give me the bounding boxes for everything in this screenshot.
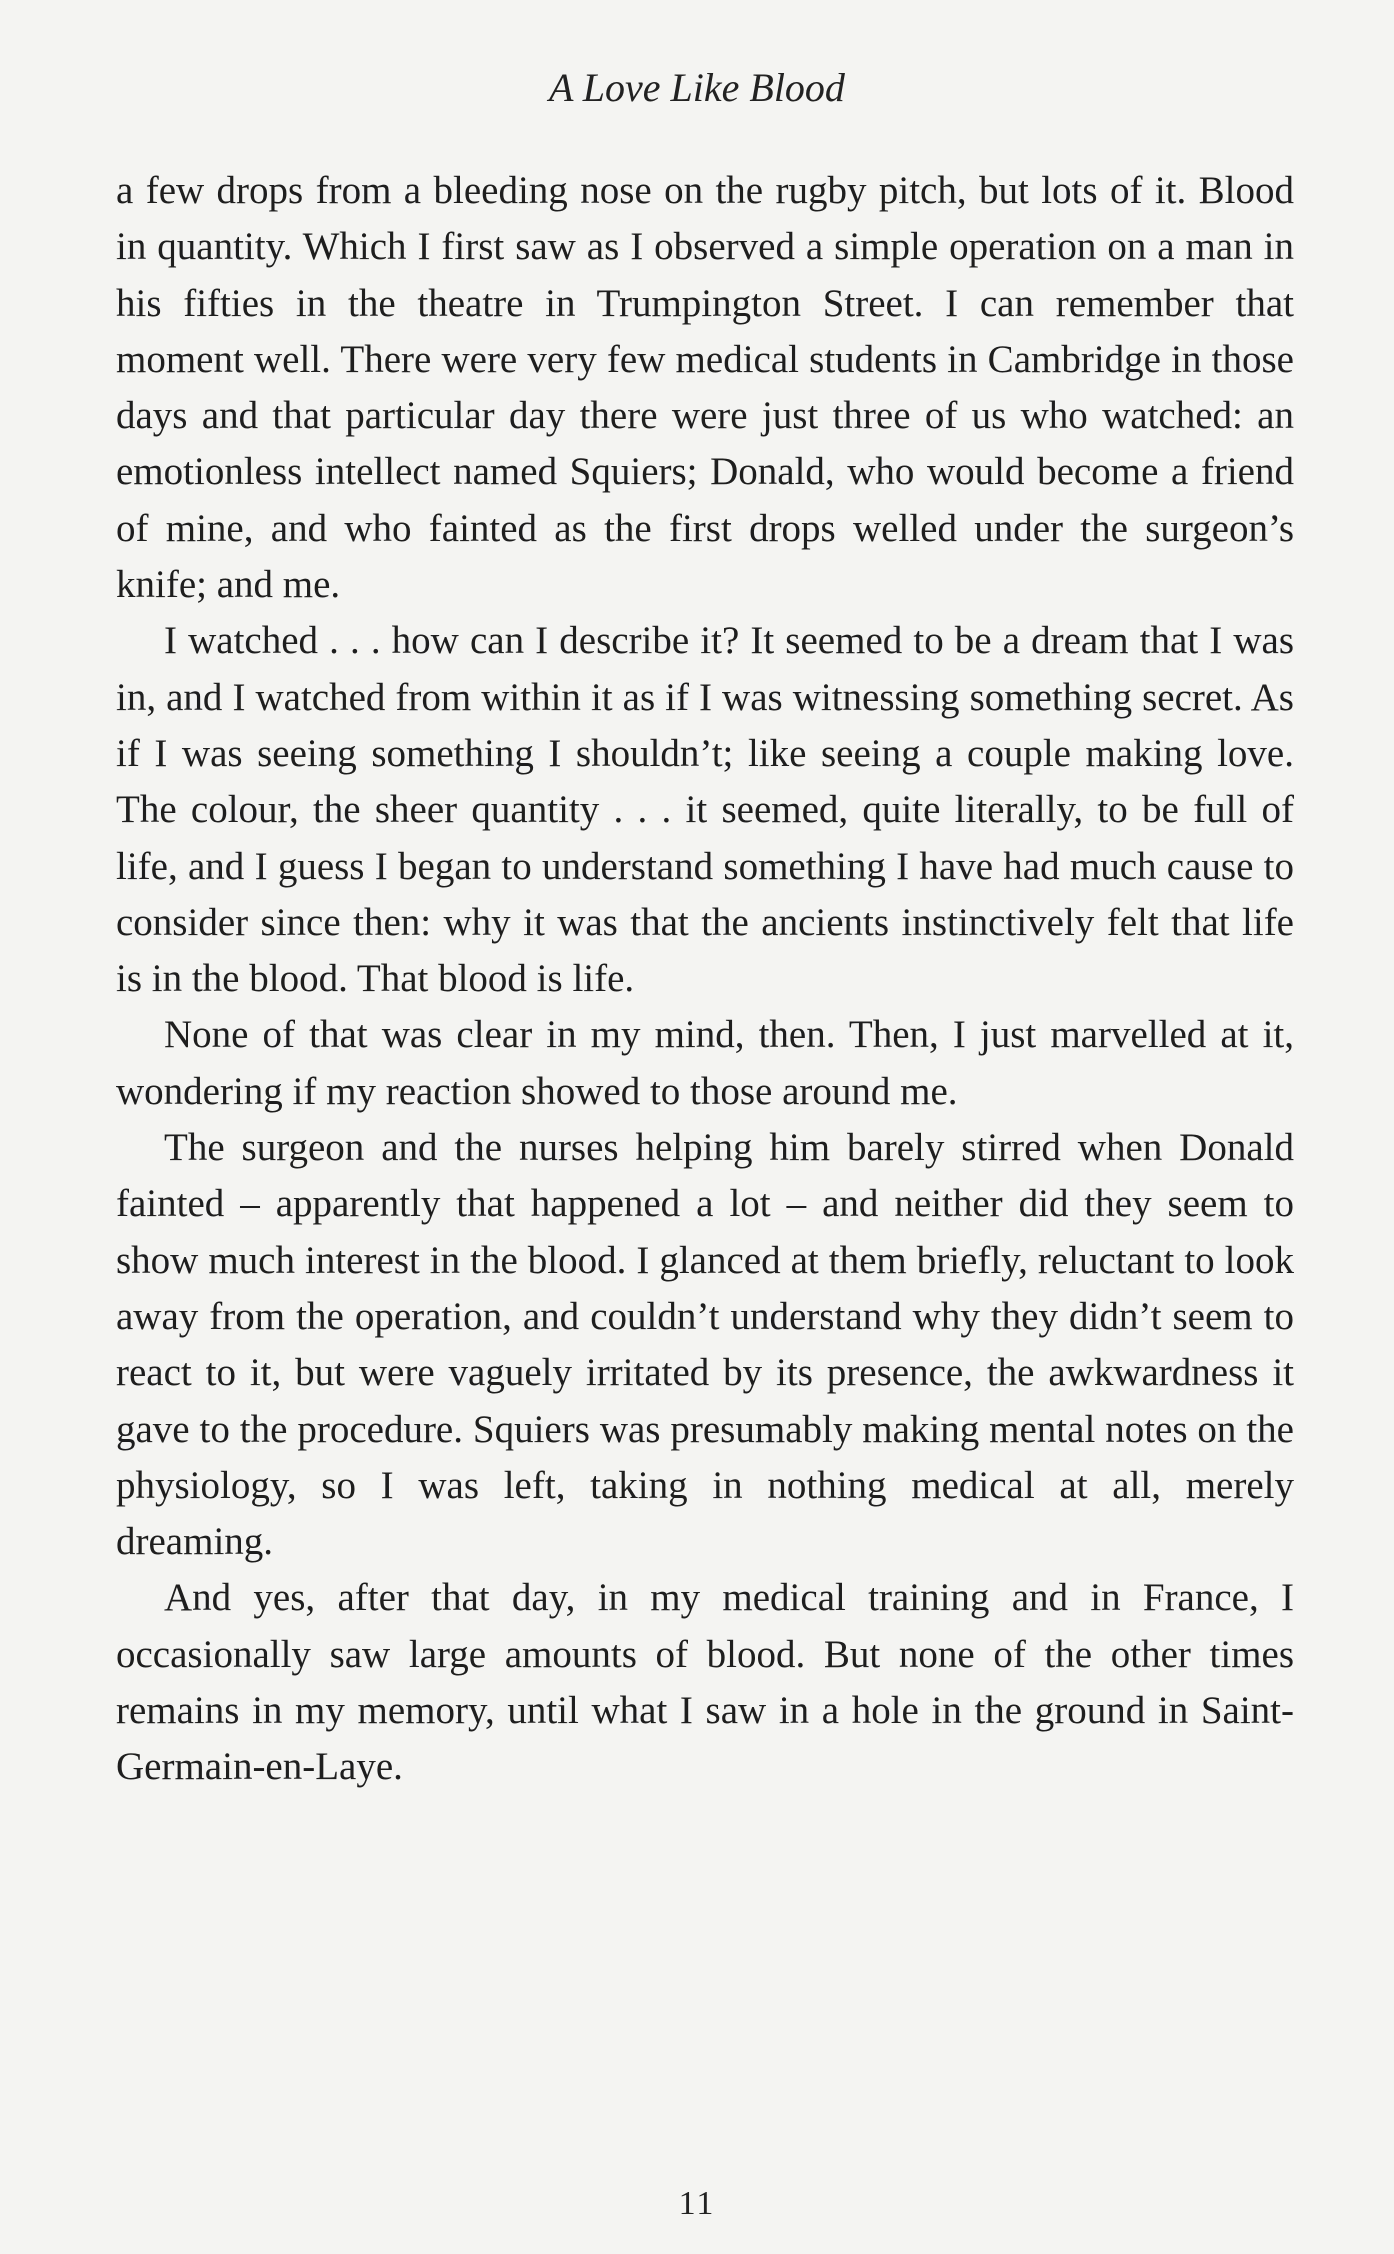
paragraph-1: a few drops from a bleeding nose on the rugby pitch, but lots of it. Blood in quantity. Which I first saw as I observed a simple operation on a man in his fifties in the theatre in Trumpington Street. I can remember that moment well. There were very few medical students in Cambridge in those days and that particular day there were just three of us who watched: an emotionless intellect named Squiers; Donald, who would become a friend of mine, and who fainted as the first drops welled under the surgeon’s knife; and me. — [116, 169, 1294, 607]
body-text — [116, 163, 1294, 1796]
paragraph-4: The surgeon and the nurses helping him barely stirred when Donald fainted – apparently that happened a lot – and neither did they seem to show much interest in the blood. I glanced at them briefly, reluctant to look away from the operation, and couldn’t understand why they didn’t seem to react to it, but were vaguely irritated by its presence, the awkwardness it gave to the procedure. Squiers was presumably making mental notes on the physiology, so I was left, taking in nothing medical at all, merely dreaming. — [116, 1126, 1294, 1564]
paragraph-5: And yes, after that day, in my medical training and in France, I occasionally saw large amounts of blood. But none of the other times remains in my memory, until what I saw in a hole in the ground in Saint-Germain-en-Laye. — [116, 1576, 1294, 1789]
paragraph-3: None of that was clear in my mind, then. Then, I just marvelled at it, wondering if my reaction showed to those around me. — [116, 1013, 1294, 1113]
running-head: A Love Like Blood — [549, 65, 845, 110]
page-number: 11 — [678, 2185, 716, 2222]
paragraph-2: I watched . . . how can I describe it? It seemed to be a dream that I was in, and I watched from within it as if I was witnessing something secret. As if I was seeing something I shouldn’t; like seeing a couple making love. The colour, the sheer quantity . . . it seemed, quite literally, to be full of life, and I guess I began to understand something I have had much cause to consider since then: why it was that the ancients instinctively felt that life is in the blood. That blood is life. — [116, 619, 1294, 1001]
